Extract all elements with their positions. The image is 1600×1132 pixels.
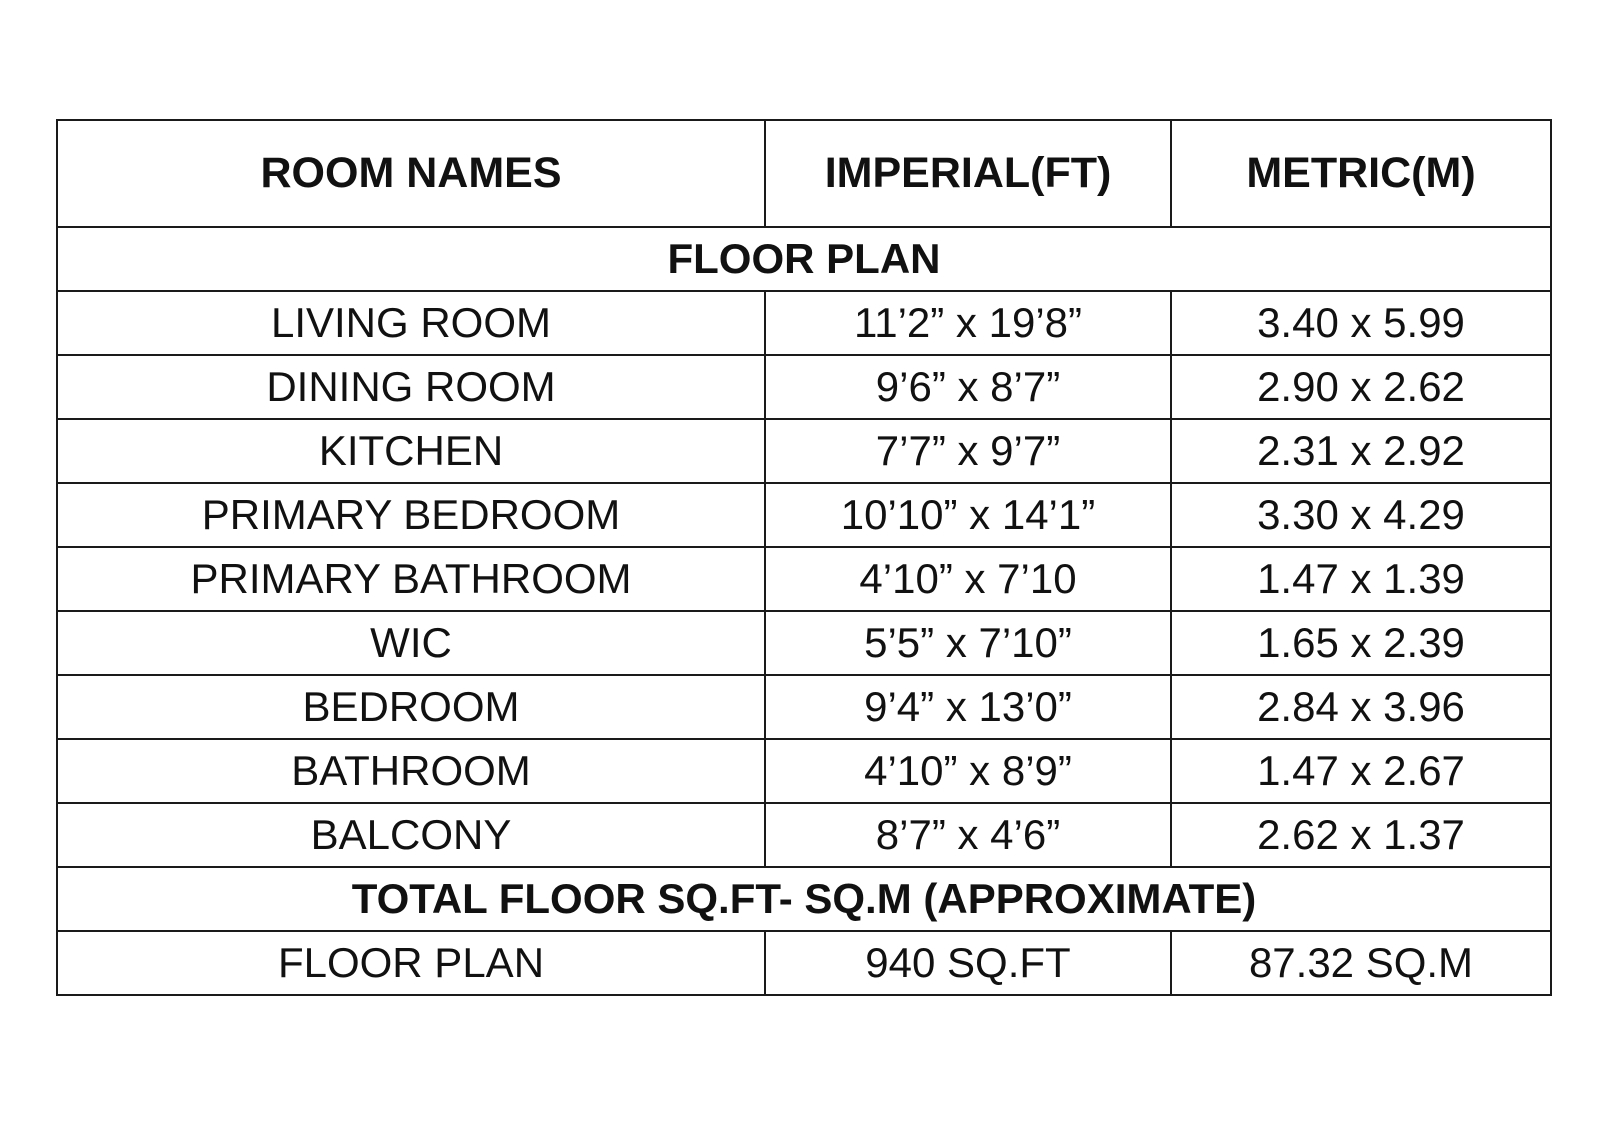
- imperial-cell: 4’10” x 7’10: [765, 547, 1171, 611]
- table-row: [57, 483, 1551, 547]
- room-dimensions-table: [56, 119, 1552, 996]
- room-name-cell: LIVING ROOM: [57, 291, 765, 355]
- table-row: [57, 739, 1551, 803]
- metric-cell: 1.65 x 2.39: [1171, 611, 1551, 675]
- imperial-cell: 8’7” x 4’6”: [765, 803, 1171, 867]
- imperial-cell: 7’7” x 9’7”: [765, 419, 1171, 483]
- room-name-cell: BEDROOM: [57, 675, 765, 739]
- metric-cell: 3.30 x 4.29: [1171, 483, 1551, 547]
- table-row: [57, 675, 1551, 739]
- metric-cell: 2.84 x 3.96: [1171, 675, 1551, 739]
- metric-cell: 3.40 x 5.99: [1171, 291, 1551, 355]
- total-imperial-cell: 940 SQ.FT: [765, 931, 1171, 995]
- imperial-cell: 11’2” x 19’8”: [765, 291, 1171, 355]
- total-section-row: [57, 867, 1551, 931]
- table-row: [57, 291, 1551, 355]
- imperial-cell: 5’5” x 7’10”: [765, 611, 1171, 675]
- metric-cell: 1.47 x 1.39: [1171, 547, 1551, 611]
- table-body: [57, 120, 1551, 995]
- room-name-cell: PRIMARY BATHROOM: [57, 547, 765, 611]
- table-row: [57, 803, 1551, 867]
- header-row: [57, 120, 1551, 227]
- room-name-cell: BALCONY: [57, 803, 765, 867]
- table-row: [57, 419, 1551, 483]
- table-row: [57, 547, 1551, 611]
- imperial-cell: 4’10” x 8’9”: [765, 739, 1171, 803]
- total-row: [57, 931, 1551, 995]
- section-title: FLOOR PLAN: [57, 227, 1551, 291]
- table-row: [57, 355, 1551, 419]
- total-label-cell: FLOOR PLAN: [57, 931, 765, 995]
- total-metric-cell: 87.32 SQ.M: [1171, 931, 1551, 995]
- imperial-cell: 9’4” x 13’0”: [765, 675, 1171, 739]
- imperial-cell: 10’10” x 14’1”: [765, 483, 1171, 547]
- room-name-cell: KITCHEN: [57, 419, 765, 483]
- metric-cell: 2.90 x 2.62: [1171, 355, 1551, 419]
- header-imperial: IMPERIAL(FT): [765, 120, 1171, 227]
- room-name-cell: WIC: [57, 611, 765, 675]
- room-name-cell: BATHROOM: [57, 739, 765, 803]
- header-metric: METRIC(M): [1171, 120, 1551, 227]
- imperial-cell: 9’6” x 8’7”: [765, 355, 1171, 419]
- metric-cell: 2.62 x 1.37: [1171, 803, 1551, 867]
- metric-cell: 2.31 x 2.92: [1171, 419, 1551, 483]
- metric-cell: 1.47 x 2.67: [1171, 739, 1551, 803]
- table-row: [57, 611, 1551, 675]
- room-name-cell: PRIMARY BEDROOM: [57, 483, 765, 547]
- section-row: [57, 227, 1551, 291]
- room-name-cell: DINING ROOM: [57, 355, 765, 419]
- header-room-names: ROOM NAMES: [57, 120, 765, 227]
- total-section-title: TOTAL FLOOR SQ.FT- SQ.M (APPROXIMATE): [57, 867, 1551, 931]
